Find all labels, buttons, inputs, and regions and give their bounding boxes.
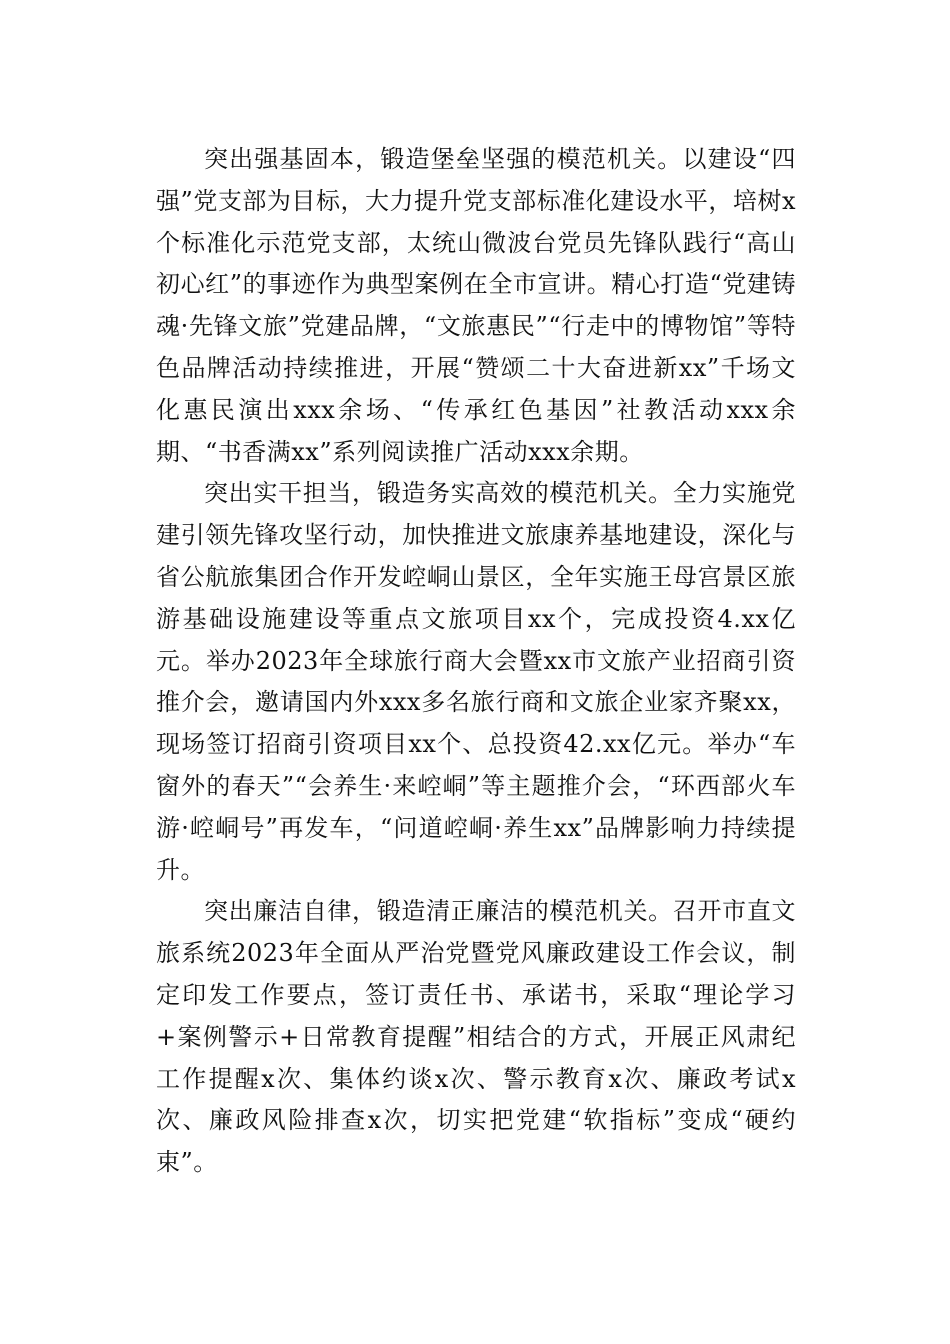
paragraph-strengthen-foundation: 突出强基固本，锻造堡垒坚强的模范机关。以建设“四强”党支部为目标，大力提升党支部标准化建设水平，培树x个标准化示范党支部，太统山微波台党员先锋队践行“高山初心红”的事迹作为典型案例在全市宣讲。精心打造“党建铸魂·先锋文旅”党建品牌，“文旅惠民”“行走中的博物馆”等特色品牌活动持续推进，开展“赞颂二十大奋进新xx”千场文化惠民演出xxx余场、“传承红色基因”社教活动xxx余期、“书香满xx”系列阅读推广活动xxx余期。 — [156, 145, 796, 466]
paragraph-integrity-discipline: 突出廉洁自律，锻造清正廉洁的模范机关。召开市直文旅系统2023年全面从严治党暨党风廉政建设工作会议，制定印发工作要点，签订责任书、承诺书，采取“理论学习+案例警示+日常教育提醒”相结合的方式，开展正风肃纪工作提醒x次、集体约谈x次、警示教育x次、廉政考试x次、廉政风险排查x次，切实把党建“软指标”变成“硬约束”。 — [156, 897, 796, 1177]
document-body — [156, 139, 796, 1184]
paragraph-practical-responsibility: 突出实干担当，锻造务实高效的模范机关。全力实施党建引领先锋攻坚行动，加快推进文旅康养基地建设，深化与省公航旅集团合作开发崆峒山景区，全年实施王母宫景区旅游基础设施建设等重点文旅项目xx个，完成投资4.xx亿元。举办2023年全球旅行商大会暨xx市文旅产业招商引资推介会，邀请国内外xxx多名旅行商和文旅企业家齐聚xx，现场签订招商引资项目xx个、总投资42.xx亿元。举办“车窗外的春天”“会养生·来崆峒”等主题推介会，“环西部火车游·崆峒号”再发车，“问道崆峒·养生xx”品牌影响力持续提升。 — [156, 479, 796, 884]
